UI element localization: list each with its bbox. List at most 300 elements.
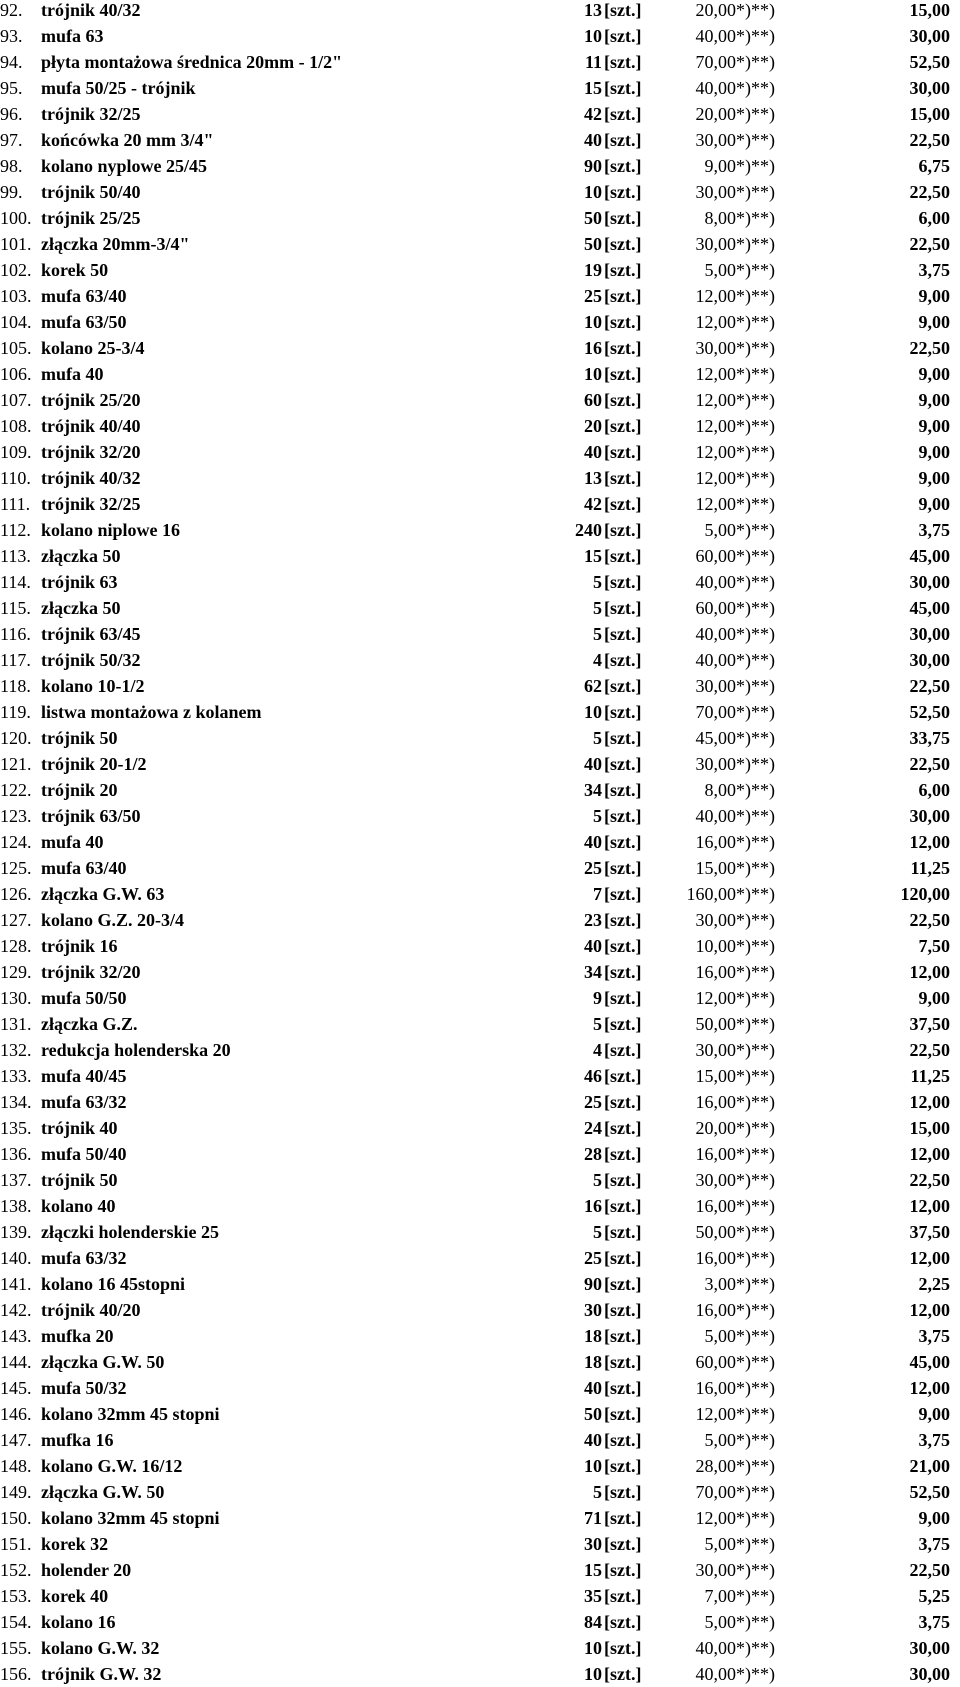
item-name: kolano 10-1/2 xyxy=(41,676,145,696)
item-price-value: 40,00 xyxy=(695,1638,736,1658)
item-quantity: 50 xyxy=(584,1404,602,1424)
item-quantity: 40 xyxy=(584,832,602,852)
item-price xyxy=(687,881,776,907)
item-number: 149. xyxy=(0,1482,32,1502)
item-price xyxy=(696,985,776,1011)
item-unit: [szt.] xyxy=(604,780,642,800)
item-price-footnote-mark: *)**) xyxy=(736,806,775,826)
item-number: 113. xyxy=(0,546,31,566)
list-item xyxy=(0,595,960,621)
item-quantity: 13 xyxy=(584,468,602,488)
item-unit: [szt.] xyxy=(604,1352,642,1372)
item-number: 117. xyxy=(0,650,31,670)
item-total: 9,00 xyxy=(918,390,950,410)
item-total: 12,00 xyxy=(909,1300,950,1320)
item-total: 9,00 xyxy=(918,442,950,462)
list-item xyxy=(0,1141,960,1167)
item-price-value: 16,00 xyxy=(695,1196,736,1216)
item-name: mufa 63/50 xyxy=(41,312,127,332)
item-price-footnote-mark: *)**) xyxy=(736,1196,775,1216)
item-name: kolano G.Z. 20-3/4 xyxy=(41,910,185,930)
item-name: trójnik 25/20 xyxy=(41,390,141,410)
item-quantity: 10 xyxy=(584,182,602,202)
item-name: mufa 63 xyxy=(41,26,104,46)
item-price xyxy=(696,699,776,725)
item-total: 7,50 xyxy=(918,936,950,956)
item-quantity: 20 xyxy=(584,416,602,436)
item-number: 104. xyxy=(0,312,32,332)
item-price xyxy=(696,283,776,309)
item-price-footnote-mark: *)**) xyxy=(736,338,775,358)
item-price-value: 40,00 xyxy=(695,624,736,644)
item-price-value: 30,00 xyxy=(695,676,736,696)
item-quantity: 25 xyxy=(584,1092,602,1112)
item-quantity: 34 xyxy=(584,780,602,800)
item-price-value: 16,00 xyxy=(695,1092,736,1112)
item-price-value: 12,00 xyxy=(695,390,736,410)
list-item xyxy=(0,1037,960,1063)
item-unit: [szt.] xyxy=(604,1586,642,1606)
item-name: złączki holenderskie 25 xyxy=(41,1222,219,1242)
item-number: 111. xyxy=(0,494,31,514)
item-total: 22,50 xyxy=(909,1170,950,1190)
item-total: 22,50 xyxy=(909,130,950,150)
list-item xyxy=(0,257,960,283)
item-number: 121. xyxy=(0,754,32,774)
item-price xyxy=(696,1479,776,1505)
item-number: 152. xyxy=(0,1560,32,1580)
item-price-value: 16,00 xyxy=(695,1378,736,1398)
item-price-value: 16,00 xyxy=(695,1300,736,1320)
item-number: 123. xyxy=(0,806,32,826)
item-total: 9,00 xyxy=(918,286,950,306)
item-total: 45,00 xyxy=(909,1352,950,1372)
item-total: 22,50 xyxy=(909,676,950,696)
item-price xyxy=(696,959,776,985)
item-name: trójnik 32/20 xyxy=(41,962,141,982)
list-item xyxy=(0,1349,960,1375)
item-number: 102. xyxy=(0,260,32,280)
item-price-footnote-mark: *)**) xyxy=(736,1300,775,1320)
item-price-footnote-mark: *)**) xyxy=(736,754,775,774)
item-number: 148. xyxy=(0,1456,32,1476)
item-price xyxy=(696,439,776,465)
item-name: mufa 63/40 xyxy=(41,286,127,306)
item-quantity: 18 xyxy=(584,1352,602,1372)
item-total: 12,00 xyxy=(909,1378,950,1398)
item-unit: [szt.] xyxy=(604,1222,642,1242)
item-price-footnote-mark: *)**) xyxy=(736,416,775,436)
item-price-value: 20,00 xyxy=(695,0,736,20)
item-total: 6,00 xyxy=(918,780,950,800)
item-unit: [szt.] xyxy=(604,286,642,306)
item-number: 115. xyxy=(0,598,31,618)
item-name: trójnik 40/32 xyxy=(41,468,141,488)
item-number: 150. xyxy=(0,1508,32,1528)
item-unit: [szt.] xyxy=(604,1534,642,1554)
item-name: mufa 63/32 xyxy=(41,1248,127,1268)
item-quantity: 46 xyxy=(584,1066,602,1086)
item-quantity: 15 xyxy=(584,1560,602,1580)
list-item xyxy=(0,803,960,829)
item-price-footnote-mark: *)**) xyxy=(736,1508,775,1528)
item-name: kolano 16 45stopni xyxy=(41,1274,186,1294)
item-quantity: 24 xyxy=(584,1118,602,1138)
item-quantity: 10 xyxy=(584,1664,602,1684)
item-price xyxy=(696,179,776,205)
item-name: końcówka 20 mm 3/4" xyxy=(41,130,214,150)
item-number: 156. xyxy=(0,1664,32,1684)
item-name: mufa 40 xyxy=(41,364,104,384)
item-unit: [szt.] xyxy=(604,1092,642,1112)
item-number: 112. xyxy=(0,520,31,540)
list-item xyxy=(0,699,960,725)
item-unit: [szt.] xyxy=(604,182,642,202)
item-price-footnote-mark: *)**) xyxy=(736,260,775,280)
item-price-footnote-mark: *)**) xyxy=(736,1612,775,1632)
item-quantity: 25 xyxy=(584,1248,602,1268)
item-name: trójnik 40 xyxy=(41,1118,118,1138)
item-total: 6,75 xyxy=(918,156,950,176)
item-price xyxy=(696,23,776,49)
item-unit: [szt.] xyxy=(604,130,642,150)
item-unit: [szt.] xyxy=(604,234,642,254)
item-name: kolano G.W. 32 xyxy=(41,1638,160,1658)
item-number: 116. xyxy=(0,624,31,644)
item-quantity: 9 xyxy=(593,988,602,1008)
list-item xyxy=(0,465,960,491)
item-price-value: 60,00 xyxy=(695,1352,736,1372)
item-unit: [szt.] xyxy=(604,26,642,46)
item-price xyxy=(696,0,776,23)
item-name: trójnik 32/20 xyxy=(41,442,141,462)
list-item xyxy=(0,751,960,777)
item-number: 137. xyxy=(0,1170,32,1190)
item-price-value: 12,00 xyxy=(695,442,736,462)
item-total: 30,00 xyxy=(909,78,950,98)
list-item xyxy=(0,621,960,647)
item-total: 12,00 xyxy=(909,1144,950,1164)
item-quantity: 15 xyxy=(584,78,602,98)
item-price-value: 70,00 xyxy=(695,52,736,72)
list-item xyxy=(0,881,960,907)
item-unit: [szt.] xyxy=(604,1638,642,1658)
item-unit: [szt.] xyxy=(604,208,642,228)
item-number: 133. xyxy=(0,1066,32,1086)
item-name: płyta montażowa średnica 20mm - 1/2" xyxy=(41,52,343,72)
item-name: mufa 40/45 xyxy=(41,1066,127,1086)
item-number: 100. xyxy=(0,208,32,228)
item-quantity: 5 xyxy=(593,572,602,592)
list-item xyxy=(0,1661,960,1687)
item-price xyxy=(705,1531,776,1557)
item-total: 3,75 xyxy=(918,260,950,280)
item-total: 3,75 xyxy=(918,1612,950,1632)
item-price-value: 15,00 xyxy=(695,858,736,878)
item-name: trójnik 25/25 xyxy=(41,208,141,228)
item-price-footnote-mark: *)**) xyxy=(736,910,775,930)
item-number: 129. xyxy=(0,962,32,982)
item-total: 30,00 xyxy=(909,806,950,826)
item-price xyxy=(696,595,776,621)
item-price xyxy=(696,569,776,595)
item-unit: [szt.] xyxy=(604,650,642,670)
item-unit: [szt.] xyxy=(604,1326,642,1346)
list-item xyxy=(0,335,960,361)
item-total: 9,00 xyxy=(918,364,950,384)
item-total: 15,00 xyxy=(909,104,950,124)
item-price-value: 5,00 xyxy=(704,1326,736,1346)
list-item xyxy=(0,1479,960,1505)
item-price xyxy=(696,1011,776,1037)
item-quantity: 4 xyxy=(593,650,602,670)
item-price-footnote-mark: *)**) xyxy=(736,1482,775,1502)
item-price xyxy=(696,309,776,335)
item-unit: [szt.] xyxy=(604,1664,642,1684)
item-price xyxy=(705,1271,776,1297)
item-unit: [szt.] xyxy=(604,962,642,982)
list-item xyxy=(0,49,960,75)
list-item xyxy=(0,1401,960,1427)
item-price-value: 5,00 xyxy=(704,1612,736,1632)
item-price-footnote-mark: *)**) xyxy=(736,130,775,150)
item-price-value: 12,00 xyxy=(695,364,736,384)
item-total: 30,00 xyxy=(909,26,950,46)
item-price-value: 8,00 xyxy=(704,208,736,228)
item-total: 22,50 xyxy=(909,338,950,358)
list-item xyxy=(0,959,960,985)
item-number: 131. xyxy=(0,1014,32,1034)
item-price-footnote-mark: *)**) xyxy=(736,78,775,98)
list-item xyxy=(0,387,960,413)
item-price xyxy=(696,1219,776,1245)
item-name: trójnik 40/40 xyxy=(41,416,141,436)
item-price xyxy=(705,777,776,803)
list-item xyxy=(0,1245,960,1271)
item-number: 147. xyxy=(0,1430,32,1450)
item-price-value: 9,00 xyxy=(704,156,736,176)
item-unit: [szt.] xyxy=(604,1300,642,1320)
item-unit: [szt.] xyxy=(604,364,642,384)
list-item xyxy=(0,1297,960,1323)
item-total: 33,75 xyxy=(909,728,950,748)
item-price-value: 40,00 xyxy=(695,806,736,826)
item-unit: [szt.] xyxy=(604,1612,642,1632)
item-quantity: 7 xyxy=(593,884,602,904)
item-quantity: 10 xyxy=(584,1456,602,1476)
item-number: 145. xyxy=(0,1378,32,1398)
list-item xyxy=(0,933,960,959)
item-price xyxy=(696,1453,776,1479)
item-price-footnote-mark: *)**) xyxy=(736,494,775,514)
item-name: trójnik 32/25 xyxy=(41,494,141,514)
item-name: trójnik 40/20 xyxy=(41,1300,141,1320)
item-total: 5,25 xyxy=(918,1586,950,1606)
item-total: 9,00 xyxy=(918,1404,950,1424)
item-price-value: 12,00 xyxy=(695,416,736,436)
item-total: 3,75 xyxy=(918,1326,950,1346)
item-quantity: 10 xyxy=(584,312,602,332)
item-name: kolano 25-3/4 xyxy=(41,338,145,358)
item-name: trójnik 63 xyxy=(41,572,118,592)
item-price-footnote-mark: *)**) xyxy=(736,1014,775,1034)
item-price xyxy=(696,413,776,439)
item-price-value: 50,00 xyxy=(695,1222,736,1242)
item-name: mufa 50/50 xyxy=(41,988,127,1008)
item-unit: [szt.] xyxy=(604,1274,642,1294)
item-unit: [szt.] xyxy=(604,884,642,904)
list-item xyxy=(0,1531,960,1557)
item-price xyxy=(705,1427,776,1453)
item-quantity: 4 xyxy=(593,1040,602,1060)
list-item xyxy=(0,647,960,673)
item-quantity: 5 xyxy=(593,1170,602,1190)
list-item xyxy=(0,1375,960,1401)
item-name: mufka 20 xyxy=(41,1326,114,1346)
item-name: trójnik 50/40 xyxy=(41,182,141,202)
item-number: 144. xyxy=(0,1352,32,1372)
list-item xyxy=(0,101,960,127)
item-unit: [szt.] xyxy=(604,468,642,488)
item-unit: [szt.] xyxy=(604,260,642,280)
item-quantity: 240 xyxy=(575,520,602,540)
item-unit: [szt.] xyxy=(604,1118,642,1138)
item-unit: [szt.] xyxy=(604,1248,642,1268)
item-price-footnote-mark: *)**) xyxy=(736,1326,775,1346)
item-price xyxy=(696,127,776,153)
item-total: 52,50 xyxy=(909,702,950,722)
item-number: 105. xyxy=(0,338,32,358)
item-quantity: 5 xyxy=(593,1014,602,1034)
item-total: 22,50 xyxy=(909,1560,950,1580)
item-quantity: 11 xyxy=(584,52,602,72)
item-price xyxy=(696,1505,776,1531)
item-price-footnote-mark: *)**) xyxy=(736,650,775,670)
item-name: trójnik 32/25 xyxy=(41,104,141,124)
item-price-value: 16,00 xyxy=(695,962,736,982)
item-quantity: 13 xyxy=(584,0,602,20)
item-price xyxy=(696,621,776,647)
item-quantity: 28 xyxy=(584,1144,602,1164)
item-price-value: 30,00 xyxy=(695,234,736,254)
list-item xyxy=(0,491,960,517)
item-total: 11,25 xyxy=(910,1066,950,1086)
item-price-value: 10,00 xyxy=(695,936,736,956)
item-unit: [szt.] xyxy=(604,1456,642,1476)
item-price-footnote-mark: *)**) xyxy=(736,598,775,618)
item-number: 134. xyxy=(0,1092,32,1112)
list-item xyxy=(0,205,960,231)
item-unit: [szt.] xyxy=(604,1430,642,1450)
item-number: 120. xyxy=(0,728,32,748)
item-name: złączka 20mm-3/4" xyxy=(41,234,190,254)
item-price-footnote-mark: *)**) xyxy=(736,26,775,46)
item-price-footnote-mark: *)**) xyxy=(736,442,775,462)
list-item xyxy=(0,1011,960,1037)
list-item xyxy=(0,777,960,803)
item-unit: [szt.] xyxy=(604,1196,642,1216)
item-quantity: 40 xyxy=(584,936,602,956)
item-quantity: 42 xyxy=(584,494,602,514)
item-price-footnote-mark: *)**) xyxy=(736,468,775,488)
item-unit: [szt.] xyxy=(604,312,642,332)
item-number: 154. xyxy=(0,1612,32,1632)
item-name: kolano 32mm 45 stopni xyxy=(41,1508,220,1528)
item-name: korek 40 xyxy=(41,1586,109,1606)
item-number: 146. xyxy=(0,1404,32,1424)
item-quantity: 10 xyxy=(584,364,602,384)
item-quantity: 84 xyxy=(584,1612,602,1632)
item-quantity: 90 xyxy=(584,1274,602,1294)
item-price-value: 45,00 xyxy=(695,728,736,748)
item-price-footnote-mark: *)**) xyxy=(736,884,775,904)
item-total: 2,25 xyxy=(918,1274,950,1294)
item-number: 125. xyxy=(0,858,32,878)
item-quantity: 62 xyxy=(584,676,602,696)
item-price xyxy=(705,1609,776,1635)
item-price xyxy=(696,491,776,517)
item-unit: [szt.] xyxy=(604,572,642,592)
item-quantity: 15 xyxy=(584,546,602,566)
list-item xyxy=(0,1219,960,1245)
item-price-value: 12,00 xyxy=(695,988,736,1008)
item-price xyxy=(705,257,776,283)
list-item xyxy=(0,0,960,23)
item-price xyxy=(705,153,776,179)
item-price-value: 5,00 xyxy=(704,1534,736,1554)
item-number: 106. xyxy=(0,364,32,384)
item-unit: [szt.] xyxy=(604,806,642,826)
item-total: 9,00 xyxy=(918,468,950,488)
item-quantity: 50 xyxy=(584,234,602,254)
item-quantity: 25 xyxy=(584,858,602,878)
item-unit: [szt.] xyxy=(604,1144,642,1164)
item-unit: [szt.] xyxy=(604,390,642,410)
item-quantity: 40 xyxy=(584,1430,602,1450)
item-price-footnote-mark: *)**) xyxy=(736,1118,775,1138)
item-price xyxy=(696,1089,776,1115)
item-unit: [szt.] xyxy=(604,728,642,748)
list-item xyxy=(0,413,960,439)
item-total: 11,25 xyxy=(910,858,950,878)
item-price-footnote-mark: *)**) xyxy=(736,520,775,540)
item-unit: [szt.] xyxy=(604,520,642,540)
item-total: 45,00 xyxy=(909,598,950,618)
item-price-value: 12,00 xyxy=(695,286,736,306)
item-price xyxy=(705,517,776,543)
item-number: 143. xyxy=(0,1326,32,1346)
item-unit: [szt.] xyxy=(604,1508,642,1528)
list-item xyxy=(0,309,960,335)
item-total: 21,00 xyxy=(909,1456,950,1476)
item-price-value: 30,00 xyxy=(695,182,736,202)
item-total: 22,50 xyxy=(909,1040,950,1060)
item-price-footnote-mark: *)**) xyxy=(736,286,775,306)
item-price-footnote-mark: *)**) xyxy=(736,1664,775,1684)
item-unit: [szt.] xyxy=(604,1482,642,1502)
item-price-value: 8,00 xyxy=(704,780,736,800)
item-price-footnote-mark: *)**) xyxy=(736,858,775,878)
item-price xyxy=(696,75,776,101)
item-price xyxy=(696,1037,776,1063)
item-price-footnote-mark: *)**) xyxy=(736,1274,775,1294)
item-price-footnote-mark: *)**) xyxy=(736,208,775,228)
item-total: 30,00 xyxy=(909,624,950,644)
item-price-footnote-mark: *)**) xyxy=(736,234,775,254)
item-price-value: 40,00 xyxy=(695,650,736,670)
item-price xyxy=(696,673,776,699)
item-price xyxy=(696,335,776,361)
